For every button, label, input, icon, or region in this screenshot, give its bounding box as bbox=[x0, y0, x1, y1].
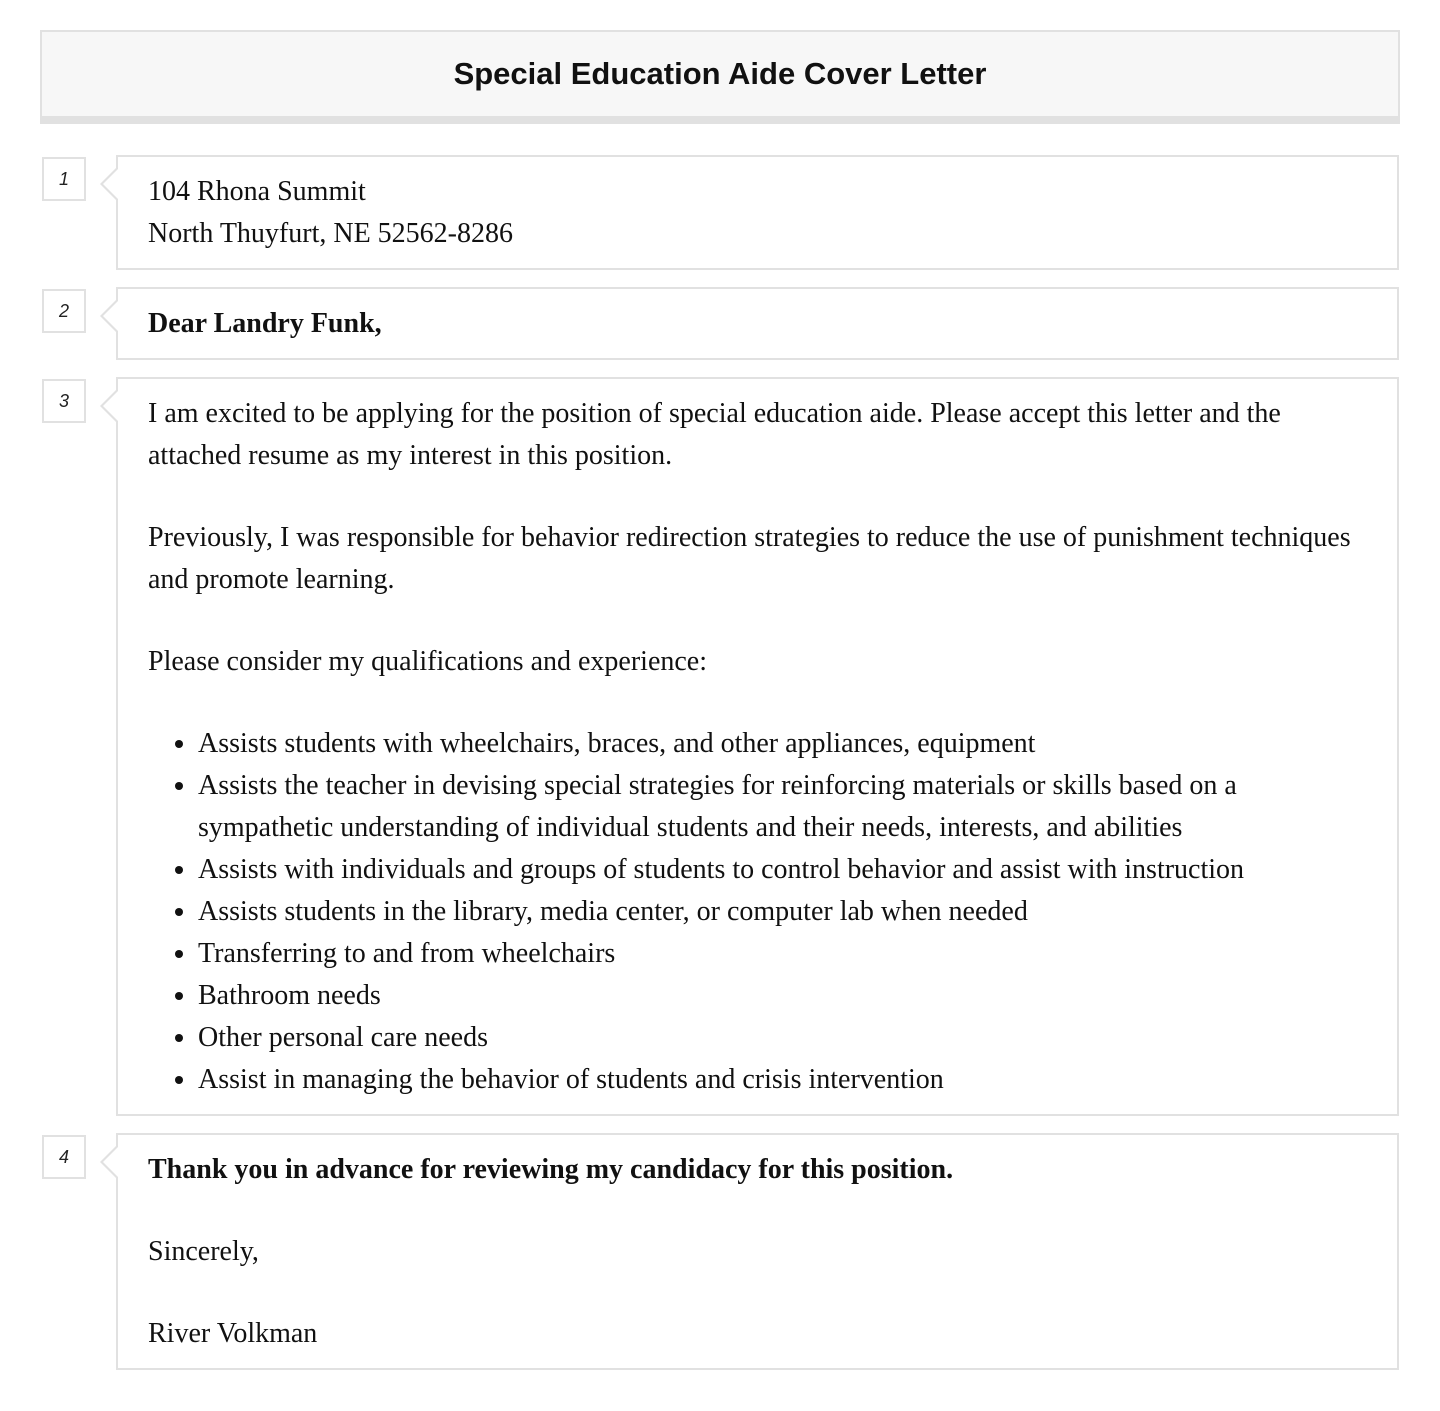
greeting: Dear Landry Funk, bbox=[148, 308, 382, 339]
list-item: • Assists the teacher in devising special strategies for reinforcing materials or skills based on a sympathetic understanding of individual students and their needs, interests, and abilities bbox=[198, 765, 1367, 849]
intro-paragraph: I am excited to be applying for the position of special education aide. Please accept this letter and the attached resume as my interest in this position. bbox=[148, 398, 1281, 471]
list-item: • Bathroom needs bbox=[198, 975, 1367, 1017]
address-section bbox=[116, 155, 1399, 270]
section-number-1: 1 bbox=[42, 157, 86, 201]
address-line-2: North Thuyfurt, NE 52562-8286 bbox=[148, 218, 513, 249]
list-item: • Other personal care needs bbox=[198, 1017, 1367, 1059]
list-item: • Assist in managing the behavior of students and crisis intervention bbox=[198, 1059, 1367, 1101]
body-section bbox=[116, 377, 1399, 1116]
section-number-2: 2 bbox=[42, 289, 86, 333]
list-item: • Assists students with wheelchairs, braces, and other appliances, equipment bbox=[198, 723, 1367, 765]
qualifications-list bbox=[148, 723, 1367, 1101]
list-item: • Transferring to and from wheelchairs bbox=[198, 933, 1367, 975]
sign-off: Sincerely, bbox=[148, 1236, 259, 1267]
list-item: • Assists students in the library, media center, or computer lab when needed bbox=[198, 891, 1367, 933]
page-header bbox=[40, 30, 1400, 124]
closing-statement: Thank you in advance for reviewing my candidacy for this position. bbox=[148, 1154, 954, 1185]
section-number-4: 4 bbox=[42, 1135, 86, 1179]
signature-name: River Volkman bbox=[148, 1318, 318, 1349]
page-title: Special Education Aide Cover Letter bbox=[453, 56, 987, 91]
qualifications-intro: Please consider my qualifications and experience: bbox=[148, 646, 708, 677]
experience-paragraph: Previously, I was responsible for behavior redirection strategies to reduce the use of punishment techniques and promote learning. bbox=[148, 522, 1351, 595]
section-number-3: 3 bbox=[42, 379, 86, 423]
address-line-1: 104 Rhona Summit bbox=[148, 176, 366, 207]
list-item: • Assists with individuals and groups of students to control behavior and assist with instruction bbox=[198, 849, 1367, 891]
greeting-section bbox=[116, 287, 1399, 360]
closing-section bbox=[116, 1133, 1399, 1370]
